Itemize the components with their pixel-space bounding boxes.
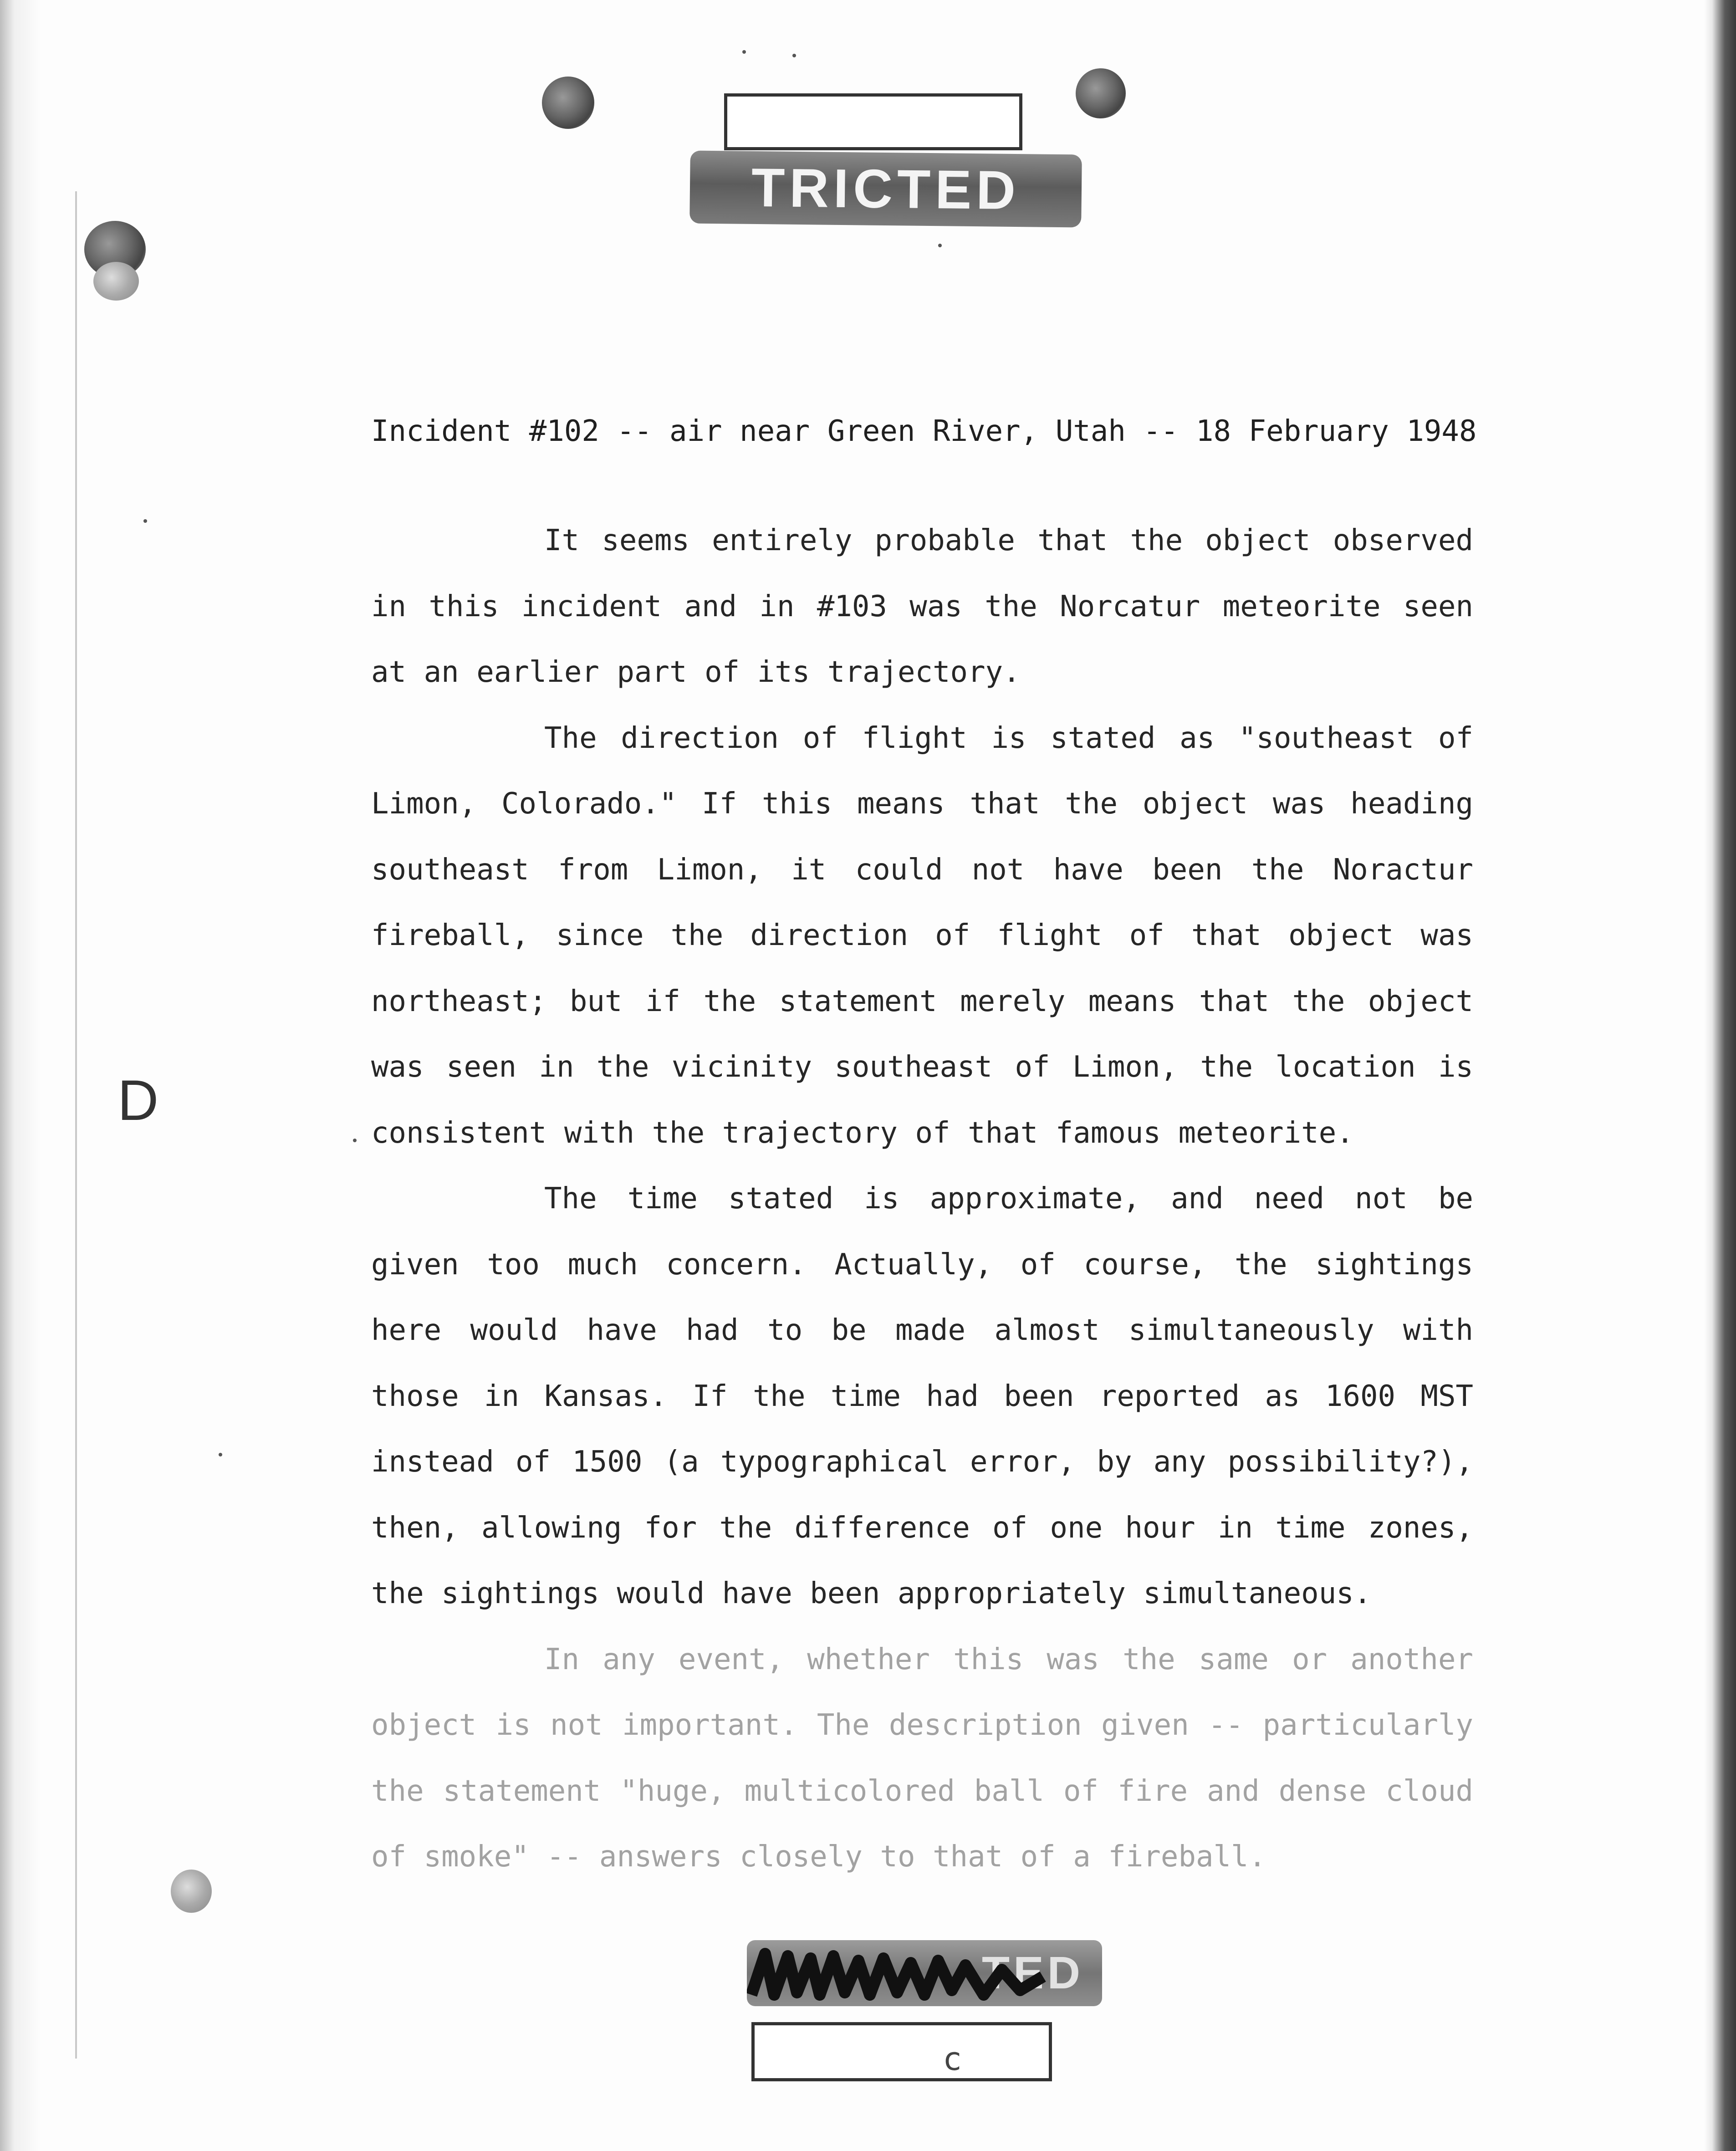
speck [938, 244, 942, 247]
scan-edge-left [0, 0, 41, 2151]
margin-rule [75, 191, 77, 2059]
punch-hole-top-center-left [542, 77, 594, 129]
margin-letter: D [117, 1069, 159, 1132]
classification-box-bottom [751, 2022, 1052, 2081]
speck [353, 1139, 357, 1142]
speck [219, 1453, 222, 1456]
punch-hole-bottom-left [171, 1870, 212, 1913]
paragraph: The time stated is approximate, and need not be given too much concern. Actually, of course, the sightings here would have had to be made almost simultaneously with those in Kansas. If the time had been reported as 1600 MST instead of 1500 (a typographical error, by any possibility?), then, allowing for the difference of one hour in time zones, the sightings would have been appropriately simultaneous. [371, 1182, 1473, 1610]
speck [792, 54, 796, 57]
document-body [371, 508, 1473, 1890]
speck [742, 50, 746, 54]
paragraph: It seems entirely probable that the object observed in this incident and in #103 was the Norcatur meteorite seen at an earlier part of its trajectory. [371, 524, 1473, 689]
classification-stamp-top: TRICTED [689, 151, 1082, 228]
box-handwritten-mark: c [943, 2040, 962, 2078]
redaction-scribble [747, 1945, 1047, 2004]
scan-edge-right [1704, 0, 1736, 2151]
classification-stamp-bottom: TED [747, 1940, 1102, 2006]
classification-box-top [724, 93, 1022, 150]
punch-hole-top-left-lower [93, 262, 139, 301]
speck [143, 519, 147, 523]
punch-hole-top-center-right [1076, 68, 1126, 118]
paragraph-faded: In any event, whether this was the same or another object is not important. The description given -- particularly the statement "huge, multicolored ball of fire and dense cloud of smoke" -- answers closely to that of a fireball. [371, 1642, 1473, 1874]
incident-heading: Incident #102 -- air near Green River, Utah -- 18 February 1948 [371, 414, 1477, 448]
paragraph: The direction of flight is stated as "southeast of Limon, Colorado." If this means that the object was heading southeast from Limon, it could not have been the Noractur fireball, since the direction of flight of that object was northeast; but if the statement merely means that the object was seen in the vicinity southeast of Limon, the location is consistent with the trajectory of that famous meteorite. [371, 721, 1473, 1150]
